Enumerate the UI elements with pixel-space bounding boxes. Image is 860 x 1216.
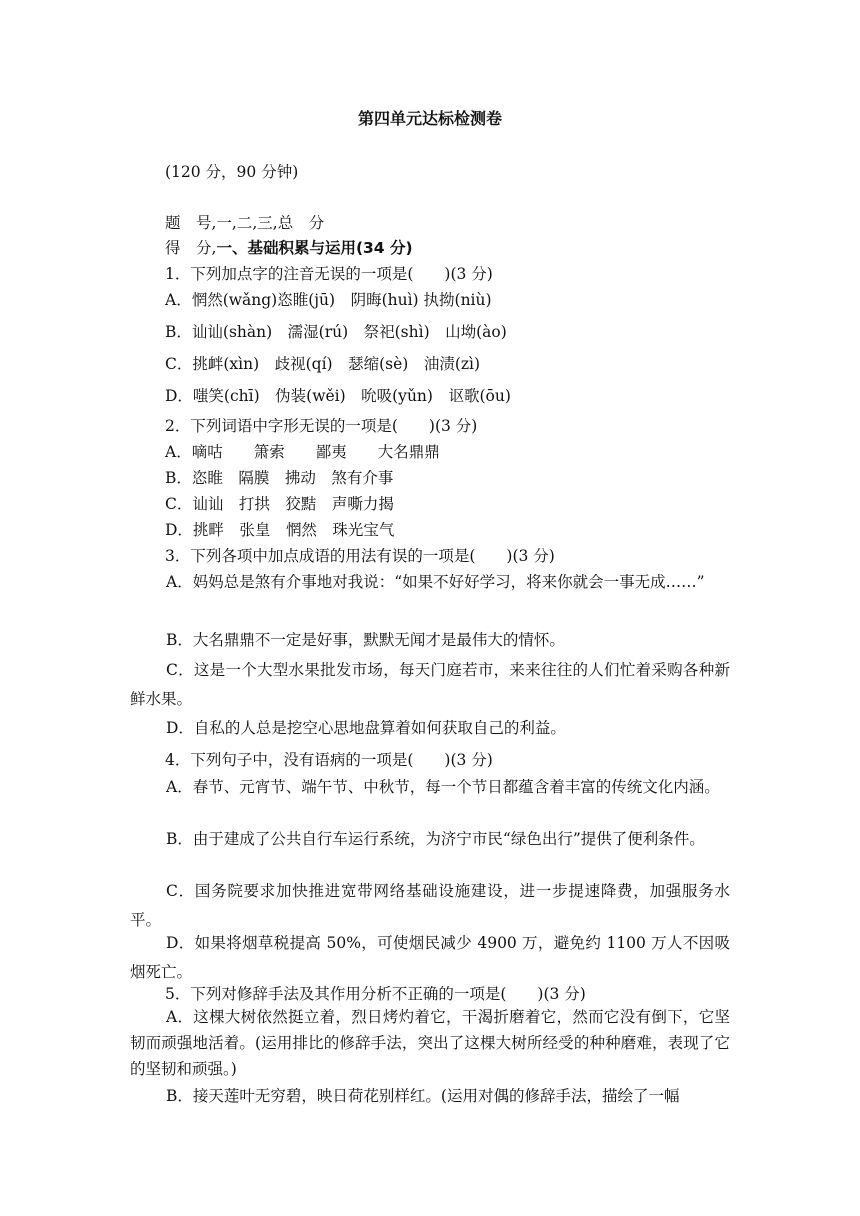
question-2-stem: 2．下列词语中字形无误的一项是( )(3 分) (165, 417, 478, 435)
question-4-option-c: C．国务院要求加快推进宽带网络基础设施建设，进一步提速降费，加强服务水平。 (130, 882, 730, 929)
question-4-option-d: D．如果将烟草税提高 50%，可使烟民减少 4900 万，避免约 1100 万人不因吸烟死亡。 (130, 934, 730, 981)
page-title: 第四单元达标检测卷 (357, 109, 502, 128)
question-5-option-a: A．这棵大树依然挺立着，烈日烤灼着它，干渴折磨着它，然而它没有倒下，它坚韧而顽强地活着。(运用排比的修辞手法，突出了这棵大树所经受的种种磨难，表现了它的坚韧和顽强。) (130, 1008, 730, 1078)
question-2-option-d: D．挑畔 张皇 惘然 珠光宝气 (165, 521, 395, 539)
question-3-stem: 3．下列各项中加点成语的用法有误的一项是( )(3 分) (165, 547, 555, 565)
question-2-option-a: A．嘀咕 箫索 鄙夷 大名鼎鼎 (165, 443, 440, 461)
score-table-row-score (165, 238, 413, 258)
question-3-option-a: A．妈妈总是煞有介事地对我说：“如果不好好学习，将来你就会一事无成……” (166, 573, 705, 591)
question-1-option-d: D．嗤笑(chī) 伪装(wěi) 吮吸(yǔn) 讴歌(ōu) (165, 387, 511, 405)
question-1-stem: 1．下列加点字的注音无误的一项是( )(3 分) (165, 265, 493, 283)
score-row-label: 得 分, (165, 239, 217, 257)
question-3-option-c: C．这是一个大型水果批发市场，每天门庭若市，来来往往的人们忙着采购各种新鲜水果。 (130, 661, 730, 708)
question-5-stem: 5．下列对修辞手法及其作用分析不正确的一项是( )(3 分) (165, 985, 586, 1003)
question-4-option-a: A．春节、元宵节、端午节、中秋节，每一个节日都蕴含着丰富的传统文化内涵。 (166, 778, 720, 796)
question-1-option-b: B．讪讪(shàn) 濡湿(rú) 祭祀(shì) 山坳(ào) (165, 323, 507, 341)
score-table-row-header: 题 号,一,二,三,总 分 (165, 214, 325, 232)
question-1-option-c: C．挑衅(xìn) 歧视(qí) 瑟缩(sè) 油渍(zì) (165, 355, 481, 373)
question-4-option-b: B．由于建成了公共自行车运行系统，为济宁市民“绿色出行”提供了便利条件。 (166, 830, 705, 848)
question-4-stem: 4．下列句子中，没有语病的一项是( )(3 分) (165, 751, 493, 769)
question-2-option-c: C．讪讪 打拱 狡黠 声嘶力揭 (165, 495, 394, 513)
question-1-option-a: A．惘然(wǎng)恣睢(jū) 阴晦(huì) 执拗(niù) (165, 291, 492, 309)
question-3-option-b: B．大名鼎鼎不一定是好事，默默无闻才是最伟大的情怀。 (166, 631, 565, 649)
section-heading: 一、基础积累与运用(34 分) (216, 239, 413, 257)
question-2-option-b: B．恣睢 隔膜 拂动 煞有介事 (165, 469, 394, 487)
question-3-option-d: D．自私的人总是挖空心思地盘算着如何获取自己的利益。 (166, 719, 566, 737)
question-5-option-b: B．接天莲叶无穷碧，映日荷花别样红。(运用对偶的修辞手法，描绘了一幅 (166, 1087, 680, 1105)
exam-info: (120 分，90 分钟) (165, 163, 299, 181)
